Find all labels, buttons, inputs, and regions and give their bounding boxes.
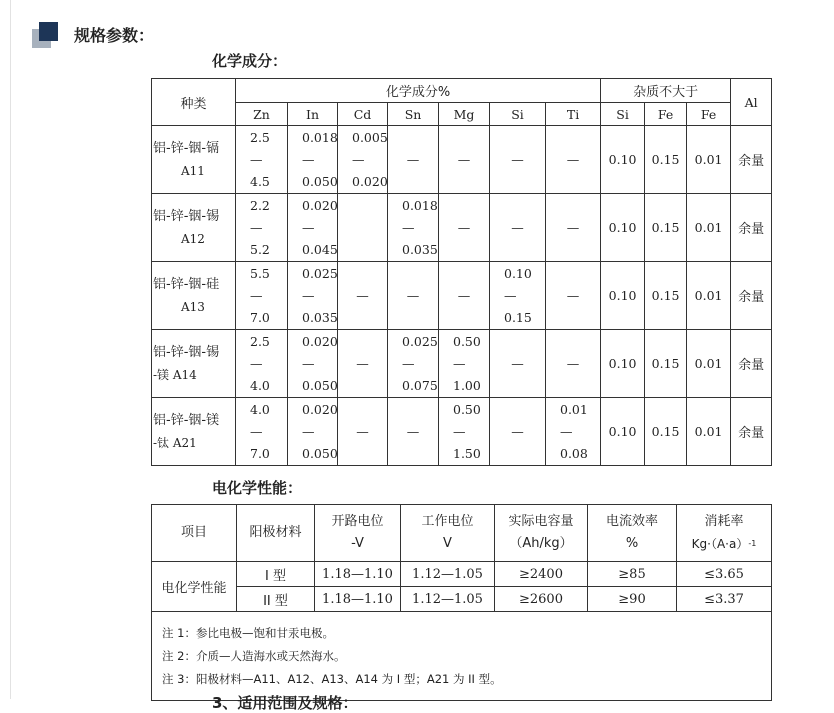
composition-row [152,330,772,398]
composition-range [236,194,288,262]
range-max: 0.050 [302,445,338,461]
working-potential-value: 1.12—1.05 [401,562,495,587]
al-balance: 余量 [731,398,772,466]
range-max: 0.045 [302,241,338,257]
impurity-value: 0.15 [645,262,687,330]
note-1: 注 1：参比电极—饱和甘汞电极。 [162,626,334,640]
al-balance: 余量 [731,126,772,194]
range-dash: — [453,423,466,439]
consumption-value: ≤3.65 [677,562,772,587]
range-dash: — [453,355,466,371]
composition-none: — [546,330,601,398]
composition-range [236,262,288,330]
page-left-rule [10,0,11,699]
header-impurity: Fe [645,103,687,126]
note-3: 注 3：阳极材料—A11、A12、A13、A14 为 I 型；A21 为 II 型。 [162,672,502,686]
chemical-composition-table [151,78,772,466]
range-dash: — [250,151,263,167]
header-efficiency-line2: % [625,536,639,551]
composition-range [288,194,338,262]
alloy-code: A13 [181,299,205,314]
efficiency-value: ≥85 [588,562,677,587]
header-impurity: Fe [687,103,731,126]
range-min: 0.50 [453,333,481,349]
impurity-value: 0.10 [601,126,645,194]
header-kind: 种类 [152,79,236,126]
header-open-potential-line2: -V [351,536,364,551]
range-dash: — [250,423,263,439]
range-dash: — [250,355,263,371]
range-dash: — [504,287,517,303]
composition-none: — [546,126,601,194]
range-max: 4.0 [250,377,270,393]
range-min: 0.018 [402,197,438,213]
alloy-code: -镁 A14 [153,367,197,382]
composition-none: — [490,330,546,398]
header-element: Ti [546,103,601,126]
impurity-value: 0.01 [687,330,731,398]
al-balance: 余量 [731,262,772,330]
range-min: 0.025 [302,265,338,281]
range-min: 0.025 [402,333,438,349]
impurity-value: 0.10 [601,398,645,466]
impurity-value: 0.01 [687,398,731,466]
notes-cell [152,612,772,701]
header-element: Sn [388,103,439,126]
electrochemical-table [151,504,772,701]
header-capacity-line2: （Ah/kg） [509,536,573,551]
header-consumption-line2 [677,533,771,555]
impurity-value: 0.15 [645,398,687,466]
range-max: 0.035 [302,309,338,325]
composition-range [288,398,338,466]
range-max: 0.075 [402,377,438,393]
impurity-value: 0.01 [687,194,731,262]
composition-range [388,330,439,398]
range-dash: — [352,151,365,167]
header-anode: 阳极材料 [237,505,315,562]
composition-range [439,398,490,466]
alloy-code: A12 [181,231,205,246]
consumption-unit: Kg·（A·a） [691,537,749,551]
header-working-potential-line1: 工作电位 [421,514,474,529]
composition-range [236,330,288,398]
composition-none: — [388,126,439,194]
header-impurity-group: 杂质不大于 [601,79,731,103]
composition-none: — [490,194,546,262]
range-max: 1.00 [453,377,481,393]
header-open-potential [315,505,401,562]
impurity-value: 0.01 [687,126,731,194]
row-label-electro: 电化学性能 [152,562,237,612]
range-dash: — [302,151,315,167]
alloy-name-line1: 铝-锌-铟-锡 [153,208,220,224]
range-min: 4.0 [250,401,270,417]
composition-none: — [490,126,546,194]
composition-range [439,330,490,398]
range-min: 0.50 [453,401,481,417]
composition-none: — [338,330,388,398]
composition-row [152,194,772,262]
header-element: Cd [338,103,388,126]
range-min: 2.2 [250,197,270,213]
range-max: 7.0 [250,309,270,325]
composition-row [152,398,772,466]
range-min: 0.005 [352,129,388,145]
header-element: Si [490,103,546,126]
range-min: 5.5 [250,265,270,281]
impurity-value: 0.01 [687,262,731,330]
composition-blank [338,194,388,262]
range-min: 0.01 [560,401,588,417]
chem-composition-title: 化学成分： [212,52,288,70]
range-max: 4.5 [250,173,270,189]
header-impurity: Si [601,103,645,126]
range-max: 0.08 [560,445,588,461]
impurity-value: 0.10 [601,330,645,398]
composition-range [388,194,439,262]
working-potential-value: 1.12—1.05 [401,587,495,612]
header-efficiency-line1: 电流效率 [605,514,658,529]
composition-range [288,126,338,194]
range-min: 0.020 [302,333,338,349]
range-max: 0.035 [402,241,438,257]
composition-none: — [439,126,490,194]
alloy-name [152,194,236,262]
alloy-name-line1: 铝-锌-铟-镉 [153,140,220,156]
alloy-name [152,330,236,398]
consumption-unit-superscript: -1 [748,539,757,548]
composition-range [490,262,546,330]
electro-performance-title: 电化学性能： [212,479,303,497]
efficiency-value: ≥90 [588,587,677,612]
impurity-value: 0.15 [645,126,687,194]
header-chem-group: 化学成分% [236,79,601,103]
impurity-value: 0.15 [645,194,687,262]
header-capacity [495,505,588,562]
alloy-name-line1: 铝-锌-铟-镁 [153,412,220,428]
range-dash: — [250,219,263,235]
composition-none: — [388,262,439,330]
range-min: 0.020 [302,401,338,417]
header-element: In [288,103,338,126]
note-2: 注 2：介质—人造海水或天然海水。 [162,649,346,663]
alloy-name [152,398,236,466]
range-dash: — [302,355,315,371]
anode-type: I 型 [237,562,315,587]
header-open-potential-line1: 开路电位 [331,514,384,529]
alloy-code: -钛 A21 [153,435,197,450]
anode-type: II 型 [237,587,315,612]
composition-row [152,262,772,330]
range-max: 1.50 [453,445,481,461]
next-section-heading: 3、适用范围及规格： [212,694,358,712]
header-working-potential-line2: V [443,536,452,551]
composition-range [236,126,288,194]
range-min: 0.10 [504,265,532,281]
alloy-name [152,126,236,194]
composition-none: — [490,398,546,466]
impurity-value: 0.10 [601,262,645,330]
alloy-code: A11 [181,163,205,178]
composition-none: — [546,194,601,262]
composition-none: — [338,398,388,466]
composition-row [152,126,772,194]
impurity-value: 0.15 [645,330,687,398]
composition-none: — [439,194,490,262]
consumption-value: ≤3.37 [677,587,772,612]
al-balance: 余量 [731,194,772,262]
range-max: 0.050 [302,377,338,393]
capacity-value: ≥2400 [495,562,588,587]
header-working-potential [401,505,495,562]
header-element: Mg [439,103,490,126]
range-dash: — [402,355,415,371]
range-min: 2.5 [250,129,270,145]
range-min: 0.020 [302,197,338,213]
range-dash: — [302,219,315,235]
range-dash: — [402,219,415,235]
composition-none: — [546,262,601,330]
composition-range [288,262,338,330]
composition-none: — [439,262,490,330]
alloy-name [152,262,236,330]
composition-range [338,126,388,194]
open-potential-value: 1.18—1.10 [315,587,401,612]
range-dash: — [560,423,573,439]
header-consumption-line1: 消耗率 [704,514,744,529]
section-title: 规格参数： [74,26,155,45]
composition-none: — [388,398,439,466]
range-min: 2.5 [250,333,270,349]
impurity-value: 0.10 [601,194,645,262]
header-element: Zn [236,103,288,126]
header-al: Al [731,79,772,126]
composition-none: — [338,262,388,330]
alloy-name-line1: 铝-锌-铟-硅 [153,276,220,292]
header-item: 项目 [152,505,237,562]
composition-range [288,330,338,398]
range-max: 0.050 [302,173,338,189]
al-balance: 余量 [731,330,772,398]
capacity-value: ≥2600 [495,587,588,612]
range-dash: — [302,287,315,303]
range-min: 0.018 [302,129,338,145]
open-potential-value: 1.18—1.10 [315,562,401,587]
range-max: 7.0 [250,445,270,461]
range-max: 5.2 [250,241,270,257]
header-capacity-line1: 实际电容量 [508,514,574,529]
header-consumption [677,505,772,562]
header-efficiency [588,505,677,562]
alloy-name-line1: 铝-锌-铟-锡 [153,344,220,360]
range-max: 0.15 [504,309,532,325]
range-dash: — [302,423,315,439]
composition-range [236,398,288,466]
range-dash: — [250,287,263,303]
composition-range [546,398,601,466]
section-square-icon [32,22,58,48]
range-max: 0.020 [352,173,388,189]
